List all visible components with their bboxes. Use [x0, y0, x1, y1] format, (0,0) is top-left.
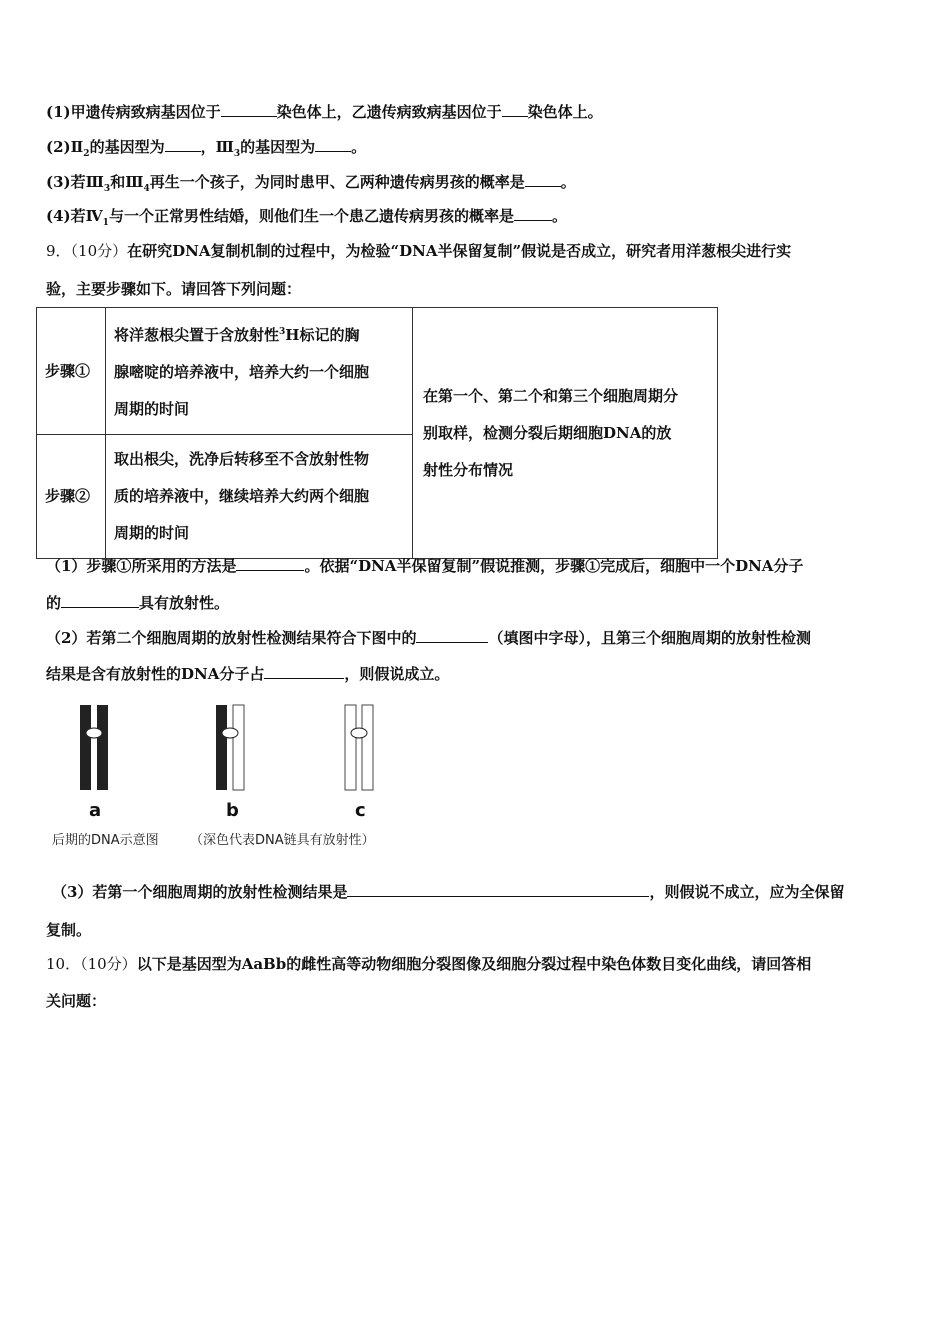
step1-label: 步骤① — [37, 308, 106, 435]
answer-blank[interactable] — [236, 556, 304, 571]
q8-part1: (1)甲遗传病致病基因位于 染色体上，乙遗传病致病基因位于 染色体上。 — [46, 103, 603, 121]
chromosome-c — [345, 705, 373, 790]
sampling-description: 在第一个、第二个和第三个细胞周期分 别取样，检测分裂后期细胞DNA的放 射性分布情况 — [413, 308, 718, 559]
q9-stem-line2: 验，主要步骤如下。请回答下列问题： — [46, 280, 302, 298]
figure-caption-left: 后期的DNA示意图 — [52, 833, 159, 848]
answer-blank[interactable] — [347, 882, 649, 897]
q8-part2: $(2)Ⅱ_2$的基因型为 ，$Ⅲ_3$的基因型为 。 — [46, 138, 367, 159]
q9-sub2-line1: （2）若第二个细胞周期的放射性检测结果符合下图中的 （填图中字母），且第三个细胞周期的放射性检测 — [46, 629, 811, 647]
q9-sub3-line1: （3）若第一个细胞周期的放射性检测结果是 ，则假说不成立，应为全保留 — [52, 883, 845, 901]
chromosome-b — [216, 705, 244, 790]
q9-sub3-line2: 复制。 — [46, 921, 92, 939]
answer-blank[interactable] — [502, 102, 528, 117]
q9-sub1-line2: 的 具有放射性。 — [46, 594, 230, 612]
answer-blank[interactable] — [525, 172, 561, 187]
q9-sub2-line2: 结果是含有放射性的DNA分子占 ，则假说成立。 — [46, 665, 450, 683]
figure-label-a: a — [89, 800, 102, 821]
answer-blank[interactable] — [165, 137, 201, 152]
q9-sub1-line1: （1）步骤①所采用的方法是 。依据“DNA半保留复制”假说推测，步骤①完成后，细胞中一个DNA分子 — [46, 557, 804, 575]
figure-label-c: c — [355, 800, 366, 821]
answer-blank[interactable] — [416, 628, 488, 643]
chromosome-a — [80, 705, 108, 790]
figure-label-b: b — [226, 800, 239, 821]
q10-stem-line1: 10．（10分）以下是基因型为AaBb的雌性高等动物细胞分裂图像及细胞分裂过程中染色体数目变化曲线，请回答相 — [46, 955, 812, 973]
answer-blank[interactable] — [61, 593, 139, 608]
answer-blank[interactable] — [221, 102, 277, 117]
answer-blank[interactable] — [514, 206, 552, 221]
q9-stem-line1: 9．（10分）在研究DNA复制机制的过程中，为检验“DNA半保留复制”假说是否成立，研究者用洋葱根尖进行实 — [46, 242, 792, 260]
figure-caption-right: （深色代表DNA链具有放射性） — [190, 833, 375, 848]
step1-description: 将洋葱根尖置于含放射性$^3$H标记的胸 腺嘧啶的培养液中，培养大约一个细胞 周期的时间 — [106, 308, 413, 435]
q8-part4: (4)若$Ⅳ_1$与一个正常男性结婚，则他们生一个患乙遗传病男孩的概率是 。 — [46, 207, 567, 228]
q8-part3: (3)若$Ⅲ_3$和$Ⅲ_4$再生一个孩子，为同时患甲、乙两种遗传病男孩的概率是 。 — [46, 173, 576, 194]
step2-label: 步骤② — [37, 435, 106, 559]
answer-blank[interactable] — [315, 137, 351, 152]
steps-table — [36, 307, 718, 559]
answer-blank[interactable] — [264, 664, 344, 679]
q10-stem-line2: 关问题： — [46, 992, 107, 1010]
step2-description: 取出根尖，洗净后转移至不含放射性物 质的培养液中，继续培养大约两个细胞 周期的时间 — [106, 435, 413, 559]
